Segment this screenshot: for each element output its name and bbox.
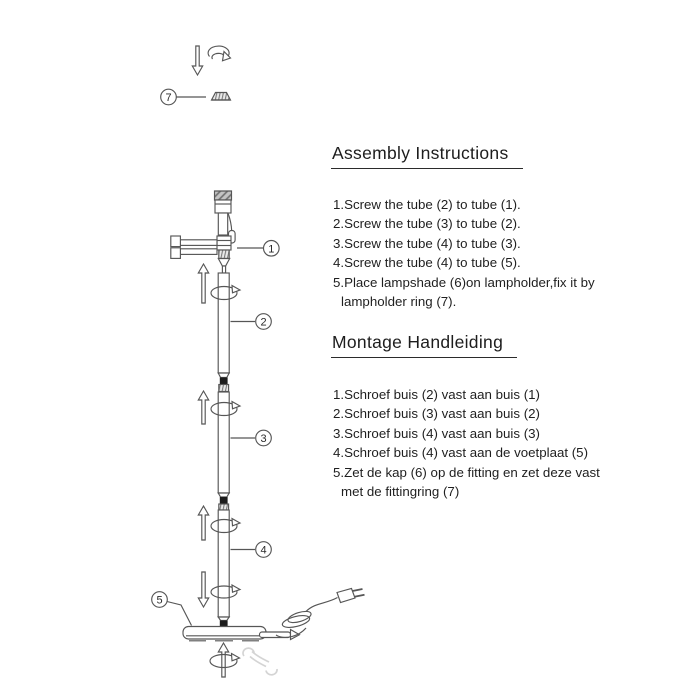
base-bolt (260, 632, 291, 638)
leader-line (167, 602, 192, 626)
switch-cord (228, 213, 232, 231)
rotate-arrowhead (232, 402, 240, 409)
label-number: 3 (260, 433, 267, 445)
top-screw-hint (192, 46, 230, 75)
part-label-3 (231, 430, 272, 446)
instruction-line: 4.Screw the tube (4) to tube (5). (333, 255, 521, 271)
swing-arm-upper-bar (180, 240, 217, 246)
wrench-jaw (266, 669, 277, 675)
lamp-socket (215, 200, 231, 213)
label-number: 7 (165, 92, 172, 104)
instruction-line: 2.Schroef buis (3) vast aan buis (2) (333, 406, 540, 422)
lamp-head-part-1 (171, 191, 235, 273)
label-number: 5 (156, 594, 163, 607)
tube-4-taper (218, 617, 229, 621)
label-number: 1 (268, 243, 275, 256)
up-direction-arrow (218, 643, 228, 677)
part-label-7 (161, 89, 206, 105)
rotate-arrowhead (232, 654, 240, 661)
socket-neck (218, 213, 227, 235)
swing-arm-lower-bar (180, 249, 217, 255)
instruction-line: 4.Schroef buis (4) vast aan de voetplaat (5) (333, 445, 588, 461)
coupler-tip (218, 259, 229, 267)
cord-segment (306, 598, 338, 612)
instruction-line: 5.Zet de kap (6) op de fitting en zet deze vast (333, 464, 600, 480)
label-number: 2 (260, 316, 267, 329)
section-title-nl: Montage Handleiding (331, 332, 517, 358)
up-direction-arrow (198, 264, 208, 303)
base-plate (183, 627, 266, 640)
threaded-coupler (219, 385, 229, 392)
threaded-coupler (219, 504, 229, 510)
part-label-5 (152, 592, 192, 626)
instruction-line: 3.Screw the tube (4) to tube (3). (333, 235, 521, 251)
socket-cap (215, 191, 232, 200)
instruction-line: 5.Place lampshade (6)on lampholder,fix it by (333, 274, 595, 290)
part-label-1 (237, 241, 279, 257)
down-direction-arrow (192, 46, 202, 75)
tube-3-body (218, 392, 229, 493)
assembly-steps-en (333, 195, 595, 311)
instruction-line: 1.Screw the tube (2) to tube (1). (333, 197, 521, 212)
lampholder-ring-part (212, 93, 231, 101)
plug-prong (353, 589, 363, 591)
tube-part-2 (198, 264, 240, 392)
arm-collar (217, 236, 231, 250)
tube-4-body (218, 510, 229, 617)
cord-coil (281, 613, 311, 629)
plug-prong (355, 595, 365, 597)
rotate-arrowhead (232, 519, 240, 526)
up-direction-arrow (198, 391, 208, 424)
instruction-line: 1.Schroef buis (2) vast aan buis (1) (333, 387, 540, 402)
tube-part-3 (198, 391, 240, 510)
diagram-linework (152, 46, 365, 677)
joint-connector (220, 497, 228, 504)
rotate-arrowhead (232, 585, 240, 592)
assembly-steps-nl (333, 385, 600, 501)
instruction-line: 2.Screw the tube (3) to tube (2). (333, 216, 521, 232)
ring-7-shape (212, 93, 231, 101)
rotate-arrowhead (232, 286, 240, 293)
instruction-line-continuation: met de fittingring (7) (341, 484, 460, 500)
arm-end-bracket (171, 248, 181, 259)
instruction-line: 3.Schroef buis (4) vast aan buis (3) (333, 425, 540, 441)
montage-handleiding-nl (331, 332, 517, 358)
section-title-en: Assembly Instructions (331, 143, 523, 169)
base-plate-part-5 (183, 627, 300, 641)
power-plug (337, 589, 355, 603)
tube-2-taper (218, 373, 229, 378)
assembly-instructions-en (331, 143, 523, 169)
wrench-icon (243, 648, 277, 675)
up-direction-arrow (198, 506, 208, 540)
part-label-4 (231, 542, 272, 558)
threaded-stud (222, 266, 225, 273)
joint-connector (220, 378, 228, 385)
wrench-shaft (250, 657, 266, 667)
tube-2-body (218, 273, 229, 373)
label-number: 4 (260, 544, 267, 557)
tube-part-4 (198, 506, 240, 627)
part-label-2 (231, 314, 272, 330)
arm-end-bracket (171, 236, 181, 247)
power-cord (276, 589, 365, 638)
bottom-screw-hint (210, 643, 240, 677)
down-direction-arrow (198, 572, 208, 607)
instruction-line-continuation: lampholder ring (7). (341, 294, 457, 310)
threaded-coupler (219, 250, 229, 259)
tube-3-taper (218, 493, 229, 497)
cord-coil (287, 609, 313, 625)
